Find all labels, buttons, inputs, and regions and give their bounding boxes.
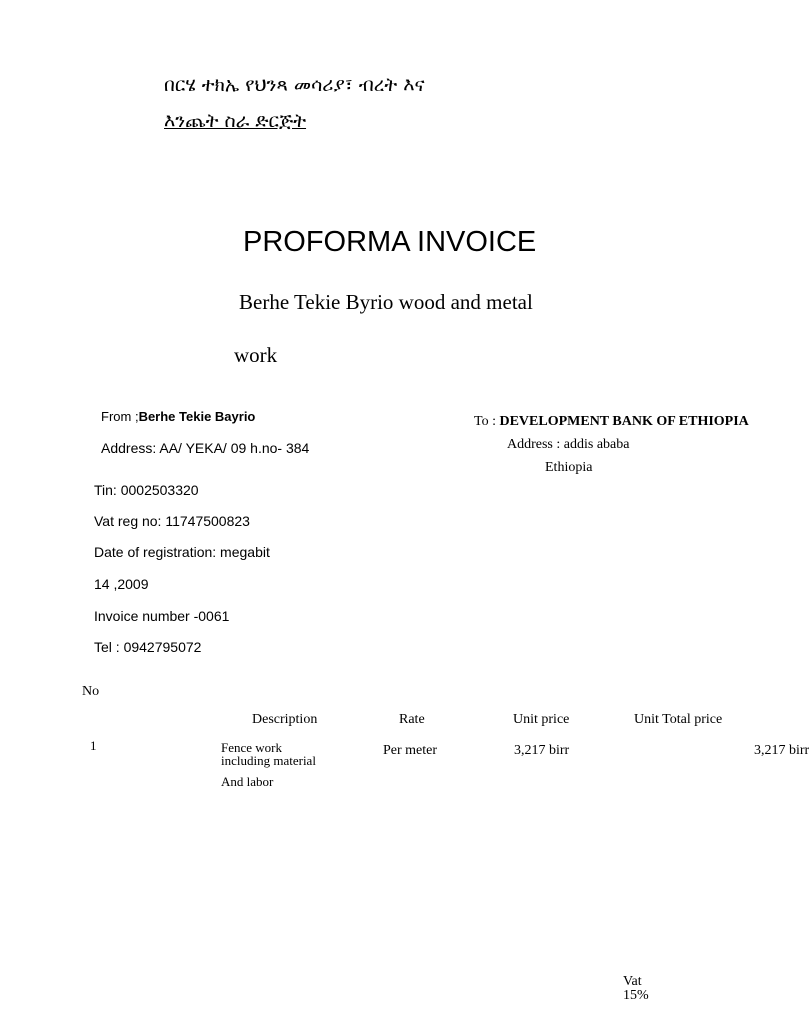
vat-label: Vat (623, 974, 642, 989)
row-description-line: And labor (221, 774, 274, 789)
row-rate: Per meter (383, 743, 438, 758)
tin-number: Tin: 0002503320 (94, 482, 199, 498)
row-description (221, 741, 316, 767)
vat-block (623, 975, 649, 1003)
row-unit-total-price: 3,217 birr (754, 743, 809, 758)
registration-date-line1: Date of registration: megabit (94, 544, 270, 560)
row-no: 1 (90, 738, 97, 753)
header-description: Description (252, 712, 318, 727)
company-name-line1: Berhe Tekie Byrio wood and metal (239, 290, 533, 314)
to-name: DEVELOPMENT BANK OF ETHIOPIA (499, 414, 749, 429)
to-line (474, 414, 749, 430)
to-address: Address : addis ababa (507, 437, 630, 452)
from-prefix: From ; (101, 409, 139, 424)
row-description-line: Fence work (221, 740, 283, 755)
from-address: Address: AA/ YEKA/ 09 h.no- 384 (101, 440, 310, 456)
amharic-company-name-line2: እንጨት ስራ ድርጅት (164, 110, 307, 132)
from-name: Berhe Tekie Bayrio (138, 409, 256, 424)
to-prefix: To : (474, 414, 500, 429)
header-no: No (82, 684, 100, 699)
vat-value: 15% (623, 988, 649, 1003)
header-rate: Rate (399, 712, 425, 727)
vat-reg-number: Vat reg no: 11747500823 (94, 513, 250, 529)
invoice-title: PROFORMA INVOICE (243, 226, 537, 258)
registration-date-line2: 14 ,2009 (94, 576, 149, 592)
row-unit-price: 3,217 birr (514, 743, 570, 758)
invoice-number: Invoice number -0061 (94, 608, 230, 624)
telephone: Tel : 0942795072 (94, 639, 202, 655)
amharic-company-name-line1: በርሄ ተክኤ የህንጻ መሳሪያ፣ ብረት እና (164, 74, 425, 96)
row-description-line: including material (221, 753, 316, 768)
header-unit-total-price: Unit Total price (634, 712, 723, 727)
from-line (101, 409, 255, 424)
header-unit-price: Unit price (513, 712, 570, 727)
to-country: Ethiopia (545, 460, 593, 475)
company-name-line2: work (234, 343, 278, 367)
